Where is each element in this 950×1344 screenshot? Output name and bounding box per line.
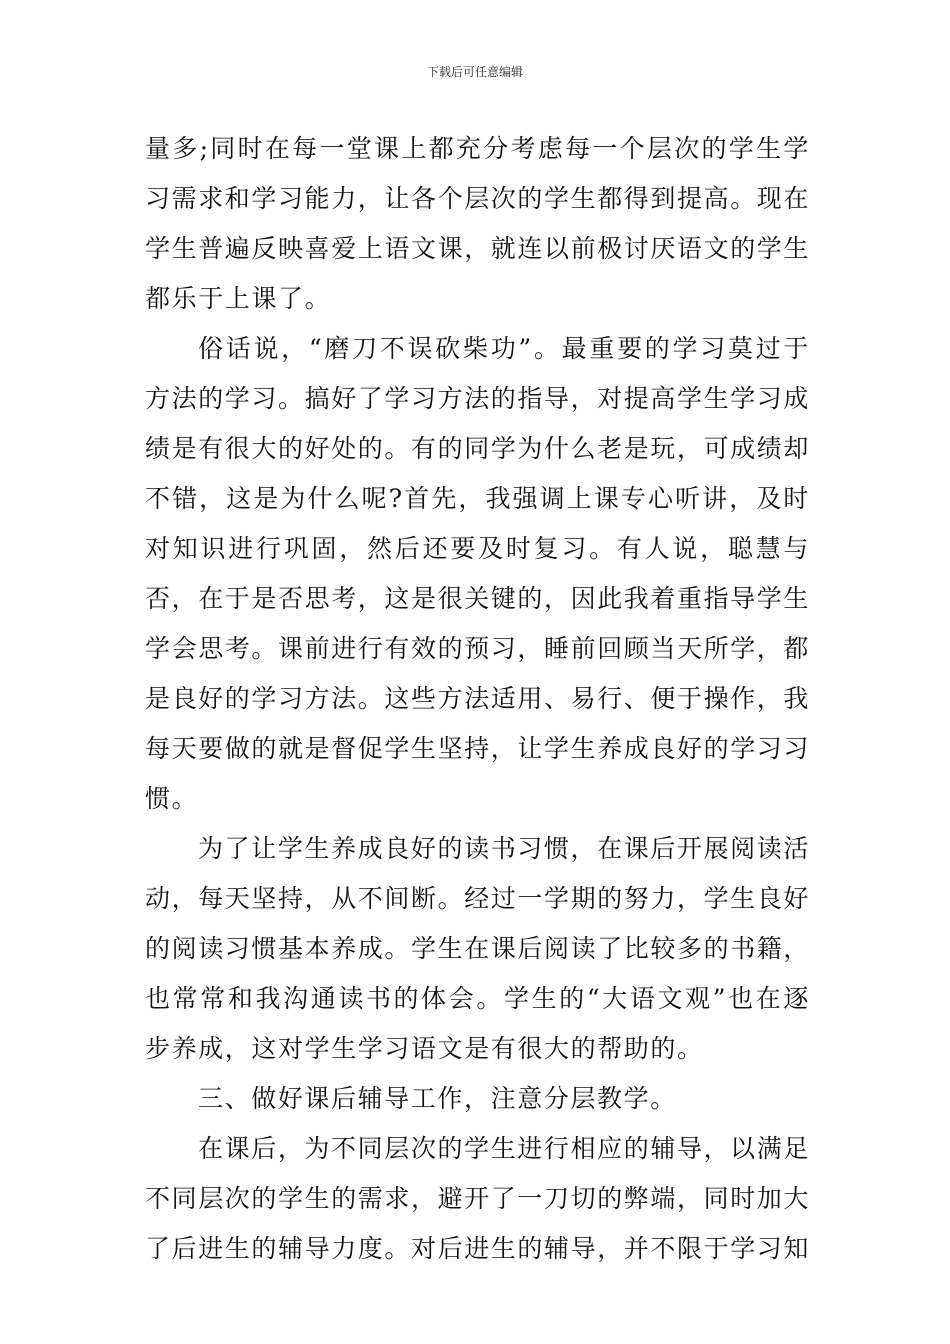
document-body: [145, 124, 810, 1274]
page-header: 下载后可任意编辑: [426, 65, 523, 79]
paragraph-3: 为了让学生养成良好的读书习惯，在课后开展阅读活动，每天坚持，从不间断。经过一学期的努力，学生良好的阅读习惯基本养成。学生在课后阅读了比较多的书籍，也常常和我沟通读书的体会。学生的“大语文观”也在逐步养成，这对学生学习语文是有很大的帮助的。: [145, 834, 811, 1063]
paragraph-4: 在课后，为不同层次的学生进行相应的辅导，以满足不同层次的学生的需求，避开了一刀切的弊端，同时加大了后进生的辅导力度。对后进生的辅导，并不限于学习知: [145, 1134, 811, 1263]
paragraph-2: 俗话说，“磨刀不误砍柴功”。最重要的学习莫过于方法的学习。搞好了学习方法的指导，对提高学生学习成绩是有很大的好处的。有的同学为什么老是玩，可成绩却不错，这是为什么呢?首先，我强调上课专心听讲，及时对知识进行巩固，然后还要及时复习。有人说，聪慧与否，在于是否思考，这是很关键的，因此我着重指导学生学会思考。课前进行有效的预习，睡前回顾当天所学，都是良好的学习方法。这些方法适用、易行、便于操作，我每天要做的就是督促学生坚持，让学生养成良好的学习习惯。: [145, 334, 811, 813]
section-heading: 三、做好课后辅导工作，注意分层教学。: [198, 1084, 677, 1113]
paragraph-1: 量多;同时在每一堂课上都充分考虑每一个层次的学生学习需求和学习能力，让各个层次的学生都得到提高。现在学生普遍反映喜爱上语文课，就连以前极讨厌语文的学生都乐于上课了。: [145, 134, 811, 313]
